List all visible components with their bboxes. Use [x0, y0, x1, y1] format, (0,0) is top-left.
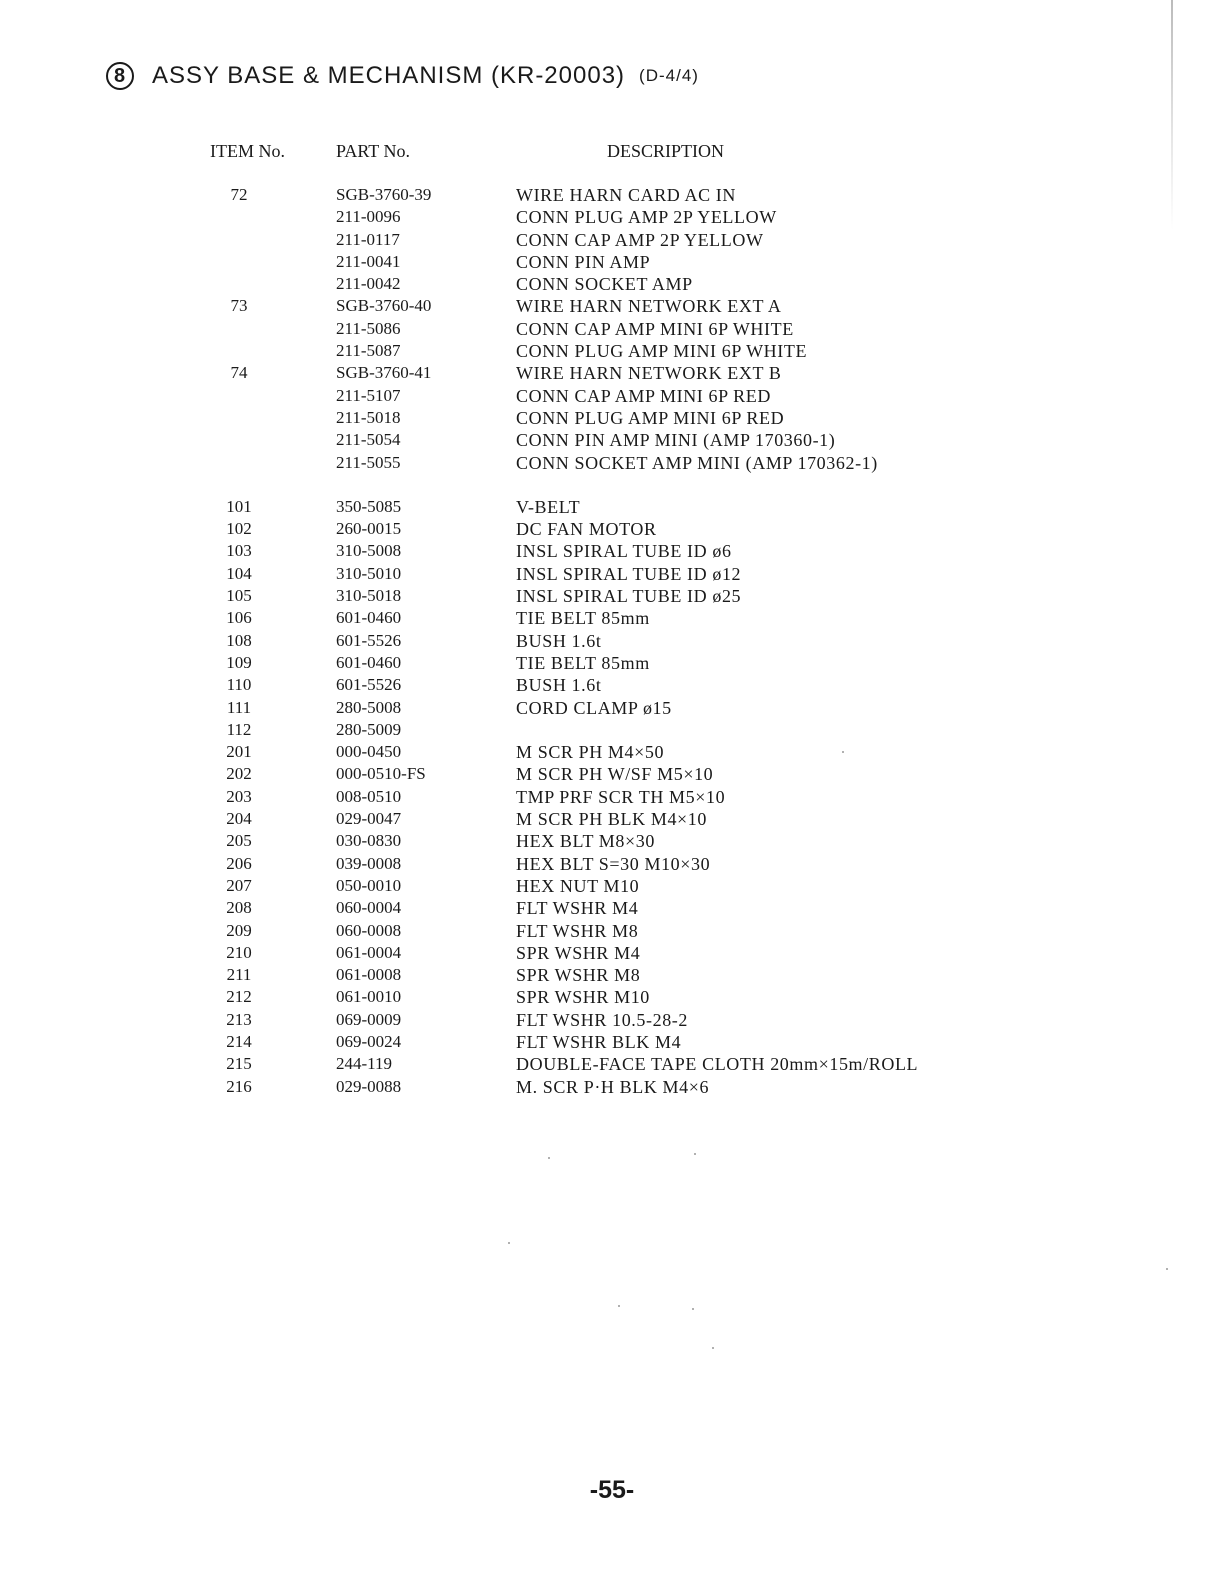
part-description: CONN SOCKET AMP MINI (AMP 170362-1) [516, 452, 878, 473]
part-number: 000-0510-FS [336, 764, 426, 784]
section-title [106, 62, 699, 90]
parts-row [0, 518, 1224, 540]
part-number: 211-5086 [336, 318, 401, 338]
parts-row [0, 630, 1224, 652]
column-header-description: DESCRIPTION [607, 141, 725, 161]
part-number: 601-5526 [336, 630, 402, 650]
part-description: CONN PLUG AMP MINI 6P WHITE [516, 341, 808, 362]
part-number: 211-0117 [336, 229, 400, 249]
part-number: 211-5054 [336, 430, 401, 450]
scan-speck [842, 751, 844, 753]
part-number: 211-5055 [336, 452, 401, 472]
parts-row [0, 585, 1224, 607]
item-number: 204 [226, 809, 252, 829]
part-number: 069-0024 [336, 1031, 402, 1051]
item-number: 215 [226, 1054, 252, 1074]
parts-row [0, 741, 1224, 763]
parts-row [0, 607, 1224, 629]
item-number: 105 [226, 586, 252, 606]
part-number: 601-5526 [336, 675, 402, 695]
item-number: 201 [226, 742, 252, 762]
part-description: CONN PLUG AMP MINI 6P RED [516, 407, 785, 428]
part-description: SPR WSHR M8 [516, 965, 641, 986]
part-number: 280-5009 [336, 719, 402, 739]
item-number: 214 [226, 1031, 252, 1051]
part-description: TIE BELT 85mm [516, 652, 650, 673]
item-number: 212 [226, 987, 252, 1007]
column-header-item: ITEM No. [210, 141, 285, 161]
item-number: 112 [226, 719, 252, 739]
part-number: SGB-3760-40 [336, 296, 432, 316]
part-description: CONN PIN AMP [516, 251, 651, 272]
parts-row [0, 362, 1224, 384]
section-number-badge: 8 [106, 62, 134, 90]
part-number: SGB-3760-41 [336, 363, 432, 383]
part-description: CONN PIN AMP MINI (AMP 170360-1) [516, 430, 836, 451]
item-number: 74 [230, 363, 248, 383]
parts-row [0, 1009, 1224, 1031]
parts-row [0, 429, 1224, 451]
part-description: M. SCR P·H BLK M4×6 [516, 1076, 710, 1097]
parts-row [0, 652, 1224, 674]
parts-row [0, 674, 1224, 696]
item-number: 213 [226, 1009, 252, 1029]
part-number: 310-5008 [336, 541, 402, 561]
item-number: 109 [226, 652, 252, 672]
part-number: 310-5018 [336, 586, 402, 606]
part-number: 211-5087 [336, 341, 401, 361]
parts-row [0, 407, 1224, 429]
part-description: CONN PLUG AMP 2P YELLOW [516, 207, 777, 228]
parts-row [0, 897, 1224, 919]
part-description: CORD CLAMP ø15 [516, 697, 672, 718]
part-description: HEX NUT M10 [516, 875, 640, 896]
item-number: 101 [226, 496, 252, 516]
part-number: 000-0450 [336, 742, 402, 762]
parts-row [0, 719, 1224, 741]
item-number: 106 [226, 608, 252, 628]
part-description: INSL SPIRAL TUBE ID ø6 [516, 541, 732, 562]
part-number: 061-0008 [336, 965, 402, 985]
item-number: 73 [230, 296, 248, 316]
part-number: 260-0015 [336, 519, 402, 539]
part-description: M SCR PH M4×50 [516, 742, 665, 763]
item-number: 202 [226, 764, 252, 784]
part-description: CONN CAP AMP 2P YELLOW [516, 229, 764, 250]
parts-row [0, 563, 1224, 585]
part-number: 039-0008 [336, 853, 402, 873]
item-number: 210 [226, 942, 252, 962]
scan-speck [694, 1153, 696, 1155]
part-number: 069-0009 [336, 1009, 402, 1029]
parts-row [0, 1076, 1224, 1098]
item-number: 206 [226, 853, 252, 873]
part-description: FLT WSHR M8 [516, 920, 639, 941]
part-description: TIE BELT 85mm [516, 608, 650, 629]
part-description: FLT WSHR BLK M4 [516, 1031, 682, 1052]
parts-row [0, 786, 1224, 808]
parts-row [0, 184, 1224, 206]
part-number: 211-0041 [336, 251, 401, 271]
part-description: FLT WSHR 10.5-28-2 [516, 1009, 688, 1030]
item-number: 110 [226, 675, 252, 695]
item-number: 203 [226, 786, 252, 806]
part-description: WIRE HARN CARD AC IN [516, 185, 737, 205]
part-number: 029-0047 [336, 809, 402, 829]
item-number: 103 [226, 541, 252, 561]
parts-row [0, 1053, 1224, 1075]
item-number: 209 [226, 920, 252, 940]
scan-speck [508, 1242, 510, 1244]
parts-row [0, 964, 1224, 986]
part-number: 280-5008 [336, 697, 402, 717]
part-description: WIRE HARN NETWORK EXT A [516, 296, 782, 317]
part-number: 350-5085 [336, 496, 402, 516]
part-number: 211-5018 [336, 407, 401, 427]
part-description: WIRE HARN NETWORK EXT B [516, 363, 782, 384]
part-description: INSL SPIRAL TUBE ID ø25 [516, 586, 742, 607]
part-description: V-BELT [516, 496, 581, 517]
parts-row [0, 830, 1224, 852]
parts-row [0, 920, 1224, 942]
parts-row [0, 273, 1224, 295]
part-number: 211-0096 [336, 207, 401, 227]
part-number: 061-0010 [336, 987, 402, 1007]
scan-speck [712, 1347, 714, 1349]
part-description: FLT WSHR M4 [516, 898, 639, 919]
part-description: CONN CAP AMP MINI 6P WHITE [516, 318, 794, 339]
part-number: 601-0460 [336, 652, 402, 672]
part-description: SPR WSHR M4 [516, 942, 641, 963]
section-title-code: (D-4/4) [639, 66, 699, 85]
scan-speck [548, 1157, 550, 1159]
parts-row [0, 318, 1224, 340]
parts-row [0, 808, 1224, 830]
part-description: DC FAN MOTOR [516, 519, 657, 540]
parts-row [0, 206, 1224, 228]
item-number: 104 [226, 563, 252, 583]
parts-row [0, 340, 1224, 362]
parts-row [0, 385, 1224, 407]
parts-row [0, 697, 1224, 719]
part-number: 050-0010 [336, 875, 402, 895]
part-number: 060-0008 [336, 920, 402, 940]
item-number: 211 [226, 965, 252, 985]
item-number: 207 [226, 875, 252, 895]
part-description: CONN SOCKET AMP [516, 274, 693, 295]
part-description: INSL SPIRAL TUBE ID ø12 [516, 563, 742, 584]
scan-speck [618, 1305, 620, 1307]
item-number: 72 [230, 185, 248, 204]
part-number: 030-0830 [336, 831, 402, 851]
parts-row [0, 295, 1224, 317]
item-number: 208 [226, 898, 252, 918]
parts-row [0, 229, 1224, 251]
item-number: 205 [226, 831, 252, 851]
parts-row [0, 763, 1224, 785]
page-number: -55- [589, 1476, 635, 1504]
parts-row [0, 942, 1224, 964]
part-number: 008-0510 [336, 786, 402, 806]
part-description: TMP PRF SCR TH M5×10 [516, 786, 726, 807]
parts-row [0, 875, 1224, 897]
part-number: 211-0042 [336, 274, 401, 294]
part-number: 244-119 [336, 1054, 393, 1074]
part-number: 060-0004 [336, 898, 402, 918]
parts-list [0, 184, 1224, 1098]
part-number: 211-5107 [336, 385, 401, 405]
parts-row [0, 1031, 1224, 1053]
part-number: SGB-3760-39 [336, 185, 432, 204]
parts-row [0, 853, 1224, 875]
part-description: M SCR PH W/SF M5×10 [516, 764, 714, 785]
part-description: DOUBLE-FACE TAPE CLOTH 20mm×15m/ROLL [516, 1054, 919, 1075]
scan-speck [1166, 1268, 1168, 1270]
parts-row [0, 986, 1224, 1008]
scan-speck [692, 1308, 694, 1310]
item-number: 216 [226, 1076, 252, 1096]
parts-row [0, 452, 1224, 474]
part-description: CONN CAP AMP MINI 6P RED [516, 385, 771, 406]
part-number: 061-0004 [336, 942, 402, 962]
section-title-text: ASSY BASE & MECHANISM (KR-20003) [152, 62, 626, 89]
part-description: M SCR PH BLK M4×10 [516, 809, 707, 830]
parts-row [0, 251, 1224, 273]
part-number: 310-5010 [336, 563, 402, 583]
parts-row [0, 496, 1224, 518]
item-number: 102 [226, 519, 252, 539]
part-number: 029-0088 [336, 1076, 402, 1096]
part-description: SPR WSHR M10 [516, 987, 650, 1008]
part-description: BUSH 1.6t [516, 675, 602, 696]
part-description: BUSH 1.6t [516, 630, 602, 651]
part-number: 601-0460 [336, 608, 402, 628]
item-number: 108 [226, 630, 252, 650]
part-description: HEX BLT S=30 M10×30 [516, 853, 711, 874]
parts-row [0, 540, 1224, 562]
column-header-part: PART No. [336, 141, 410, 161]
part-description: HEX BLT M8×30 [516, 831, 655, 852]
item-number: 111 [226, 697, 252, 717]
